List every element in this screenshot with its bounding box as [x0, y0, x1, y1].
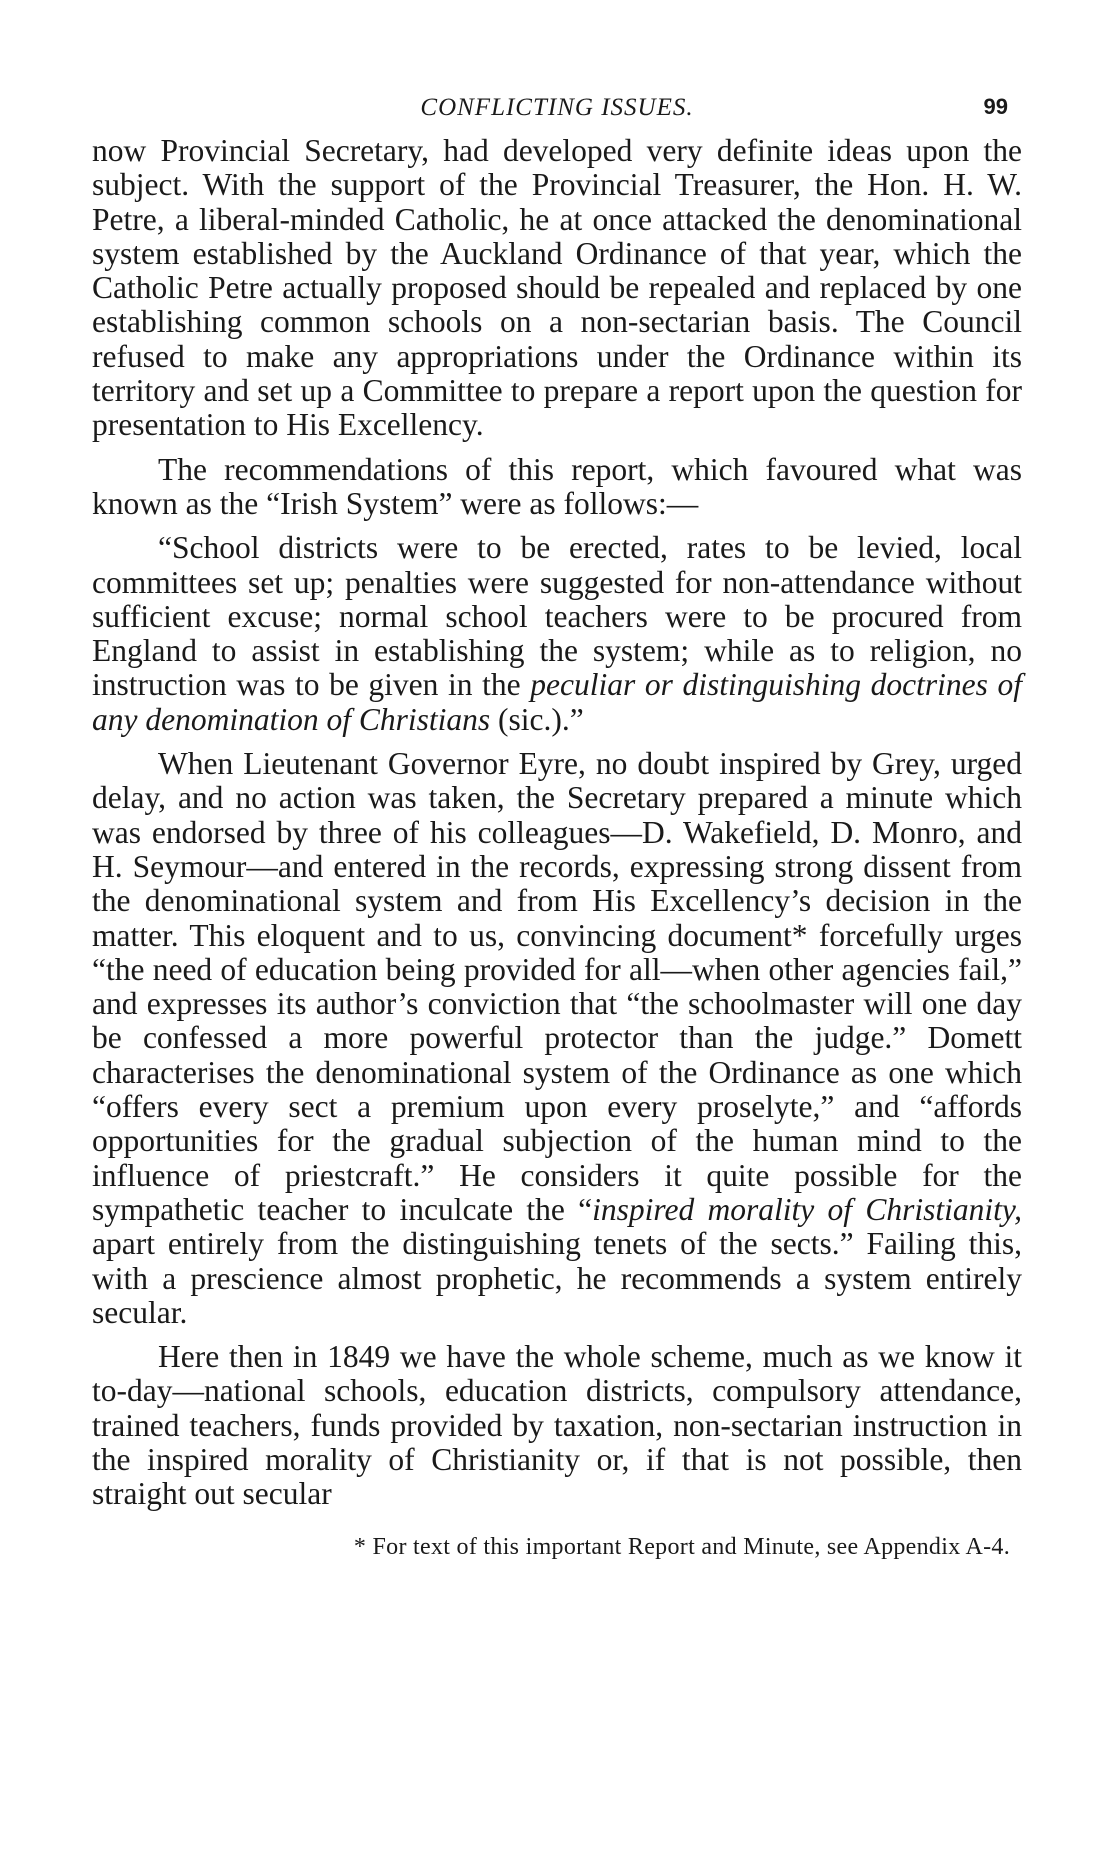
eyre-text: When Lieutenant Governor Eyre, no doubt inspired by Grey, urged delay, and no action was taken, the Secretary prepared a minute which was endorsed by three of his colleagues—D. Wakefield, D. Monro, and H. Seymour—and entered in the records, expressing strong dissent from the denominational system and from His Excellency’s decision in the matter. This eloquent and to us, convincing document* forcefully urges “the need of education being provided for all—when other agencies fail,” and expresses its author’s conviction that “the schoolmaster will one day be confessed a more powerful protector than the judge.” Domett characterises the denominational system of the Ordinance as one which “offers every sect a premium upon every proselyte,” and “affords opportunities for the gradual subjection of the human mind to the influence of priestcraft.” He considers it quite possible for the sympathetic teacher to inculcate the “ [92, 746, 1022, 1227]
eyre-end-text: apart entirely from the distinguishing tenets of the sects.” Failing this, with a prescience almost prophetic, he recommends a system entirely secular. [92, 1226, 1022, 1330]
running-title: CONFLICTING ISSUES. [420, 94, 694, 121]
eyre-italic-text: inspired morality of Christianity, [592, 1191, 1022, 1227]
paragraph-eyre [92, 747, 1022, 1330]
paragraph-recommendations: The recommendations of this report, which favoured what was known as the “Irish System” were as follows:— [92, 451, 1022, 521]
page-number: 99 [983, 94, 1008, 119]
book-page [92, 88, 1022, 1562]
paragraph-quote [92, 531, 1022, 737]
paragraph-continued: now Provincial Secretary, had developed very definite ideas upon the subject. With the support of the Provincial Treasurer, the Hon. H. W. Petre, a liberal-minded Catholic, he at once attacked the denominational system established by the Auckland Ordinance of that year, which the Catholic Petre actually proposed should be repealed and replaced by one establishing common schools on a non-sectarian basis. The Council refused to make any appropriations under the Ordinance within its territory and set up a Committee to prepare a report upon the question for presentation to His Excellency. [92, 133, 1022, 443]
quote-text: “School districts were to be erected, rates to be levied, local committees set up; penalties were suggested for non-attendance without sufficient excuse; normal school teachers were to be procured from England to assist in establishing the system; while as to religion, no instruction was to be given in the [92, 530, 1022, 703]
paragraph-scheme: Here then in 1849 we have the whole scheme, much as we know it to-day—national schools, education districts, compulsory attendance, trained teachers, funds provided by taxation, non-sectarian instruction in the inspired morality of Christianity or, if that is not possible, then straight out secular [92, 1339, 1022, 1512]
body-text [92, 134, 1022, 1512]
quote-end-text: (sic.).” [490, 701, 584, 737]
footnote: * For text of this important Report and Minute, see Appendix A-4. [353, 1533, 1010, 1560]
quote-italic-text: peculiar or distinguishing doctrines of any denomination of Christians [92, 667, 1022, 737]
page-header [92, 88, 1022, 132]
